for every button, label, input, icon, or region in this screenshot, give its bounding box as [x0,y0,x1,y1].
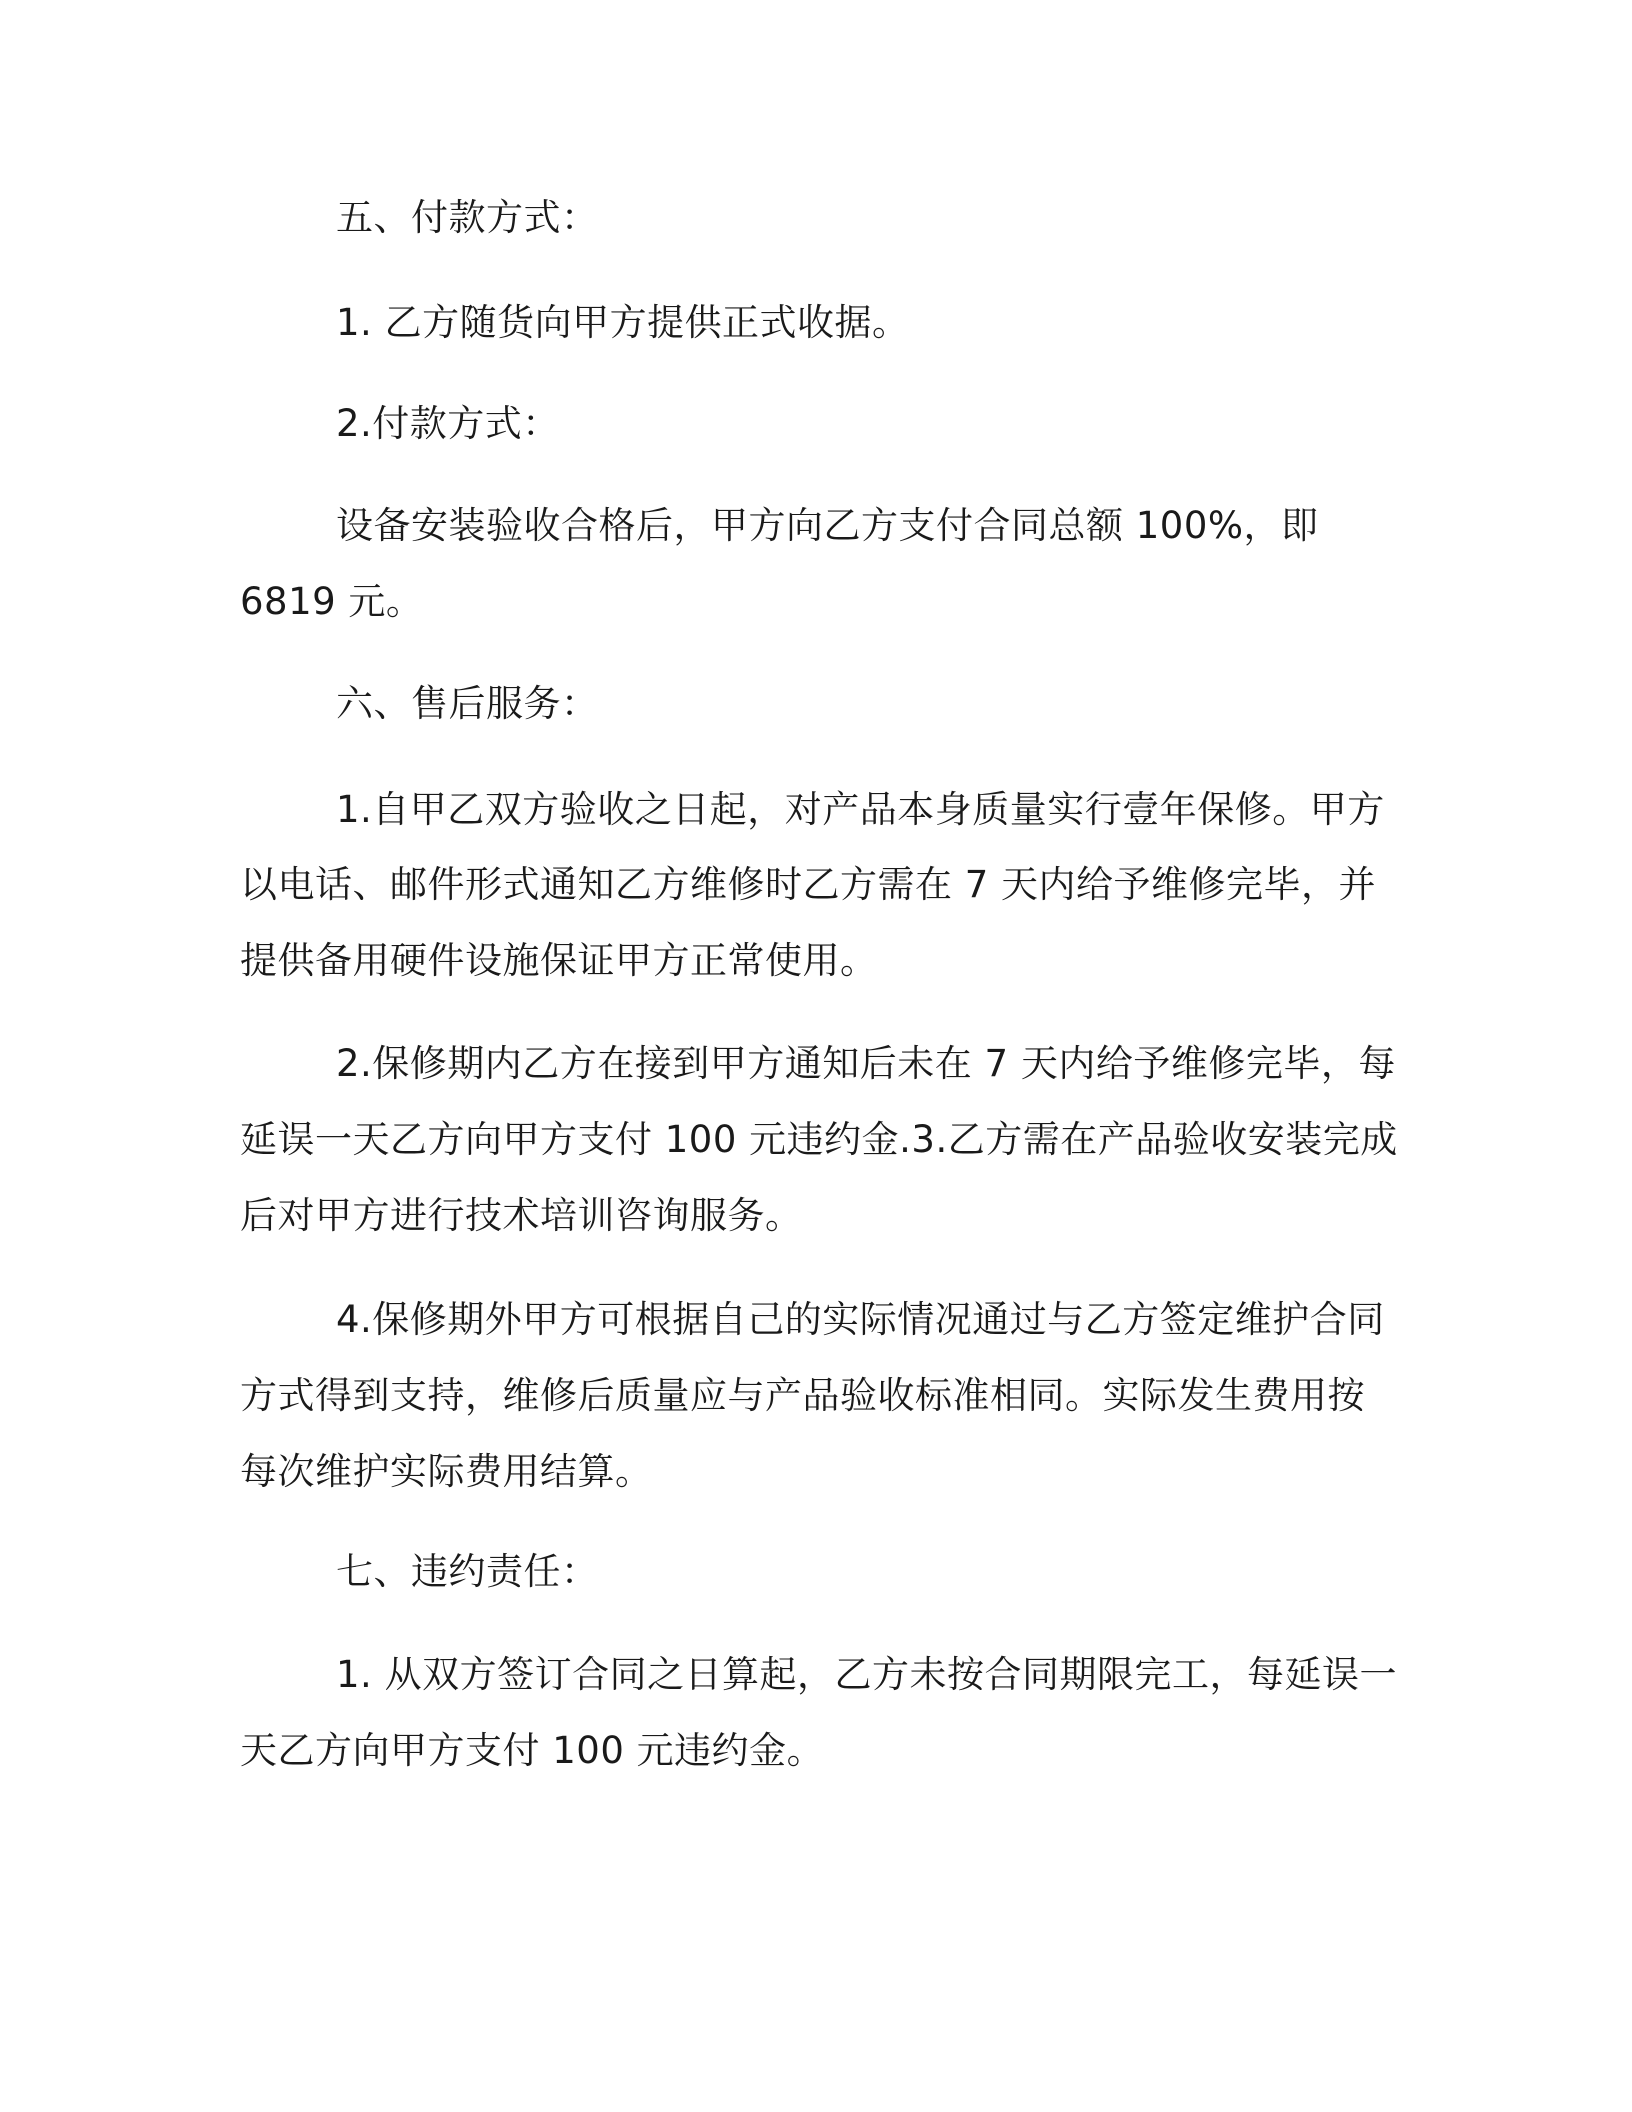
section-5-item-2: 2.付款方式： [336,402,560,445]
section-5-heading: 五、付款方式： [336,196,599,239]
section-6-item-2-line: 后对甲方进行技术培训咨询服务。 [240,1194,803,1237]
section-5-paragraph-line: 6819 元。 [240,580,424,623]
section-6-item-1-line: 1.自甲乙双方验收之日起，对产品本身质量实行壹年保修。甲方 [336,788,1385,831]
section-7-item-1-line: 1. 从双方签订合同之日算起，乙方未按合同期限完工，每延误一 [336,1653,1398,1696]
section-6-item-1-line: 以电话、邮件形式通知乙方维修时乙方需在 7 天内给予维修完毕，并 [240,863,1377,906]
section-5-item-1: 1. 乙方随货向甲方提供正式收据。 [336,301,910,344]
section-6-item-4-line: 每次维护实际费用结算。 [240,1450,653,1493]
section-6-item-2-line: 2.保修期内乙方在接到甲方通知后未在 7 天内给予维修完毕，每 [336,1042,1396,1085]
section-6-item-1-line: 提供备用硬件设施保证甲方正常使用。 [240,939,878,982]
section-7-item-1-line: 天乙方向甲方支付 100 元违约金。 [240,1729,825,1772]
section-6-heading: 六、售后服务： [336,682,599,725]
section-6-item-4-line: 方式得到支持，维修后质量应与产品验收标准相同。实际发生费用按 [240,1374,1365,1417]
section-6-item-4-line: 4.保修期外甲方可根据自己的实际情况通过与乙方签定维护合同 [336,1298,1385,1341]
section-6-item-2-line: 延误一天乙方向甲方支付 100 元违约金.3.乙方需在产品验收安装完成 [240,1118,1398,1161]
section-5-paragraph-line: 设备安装验收合格后，甲方向乙方支付合同总额 100%，即 [336,504,1319,547]
section-7-heading: 七、违约责任： [336,1550,599,1593]
